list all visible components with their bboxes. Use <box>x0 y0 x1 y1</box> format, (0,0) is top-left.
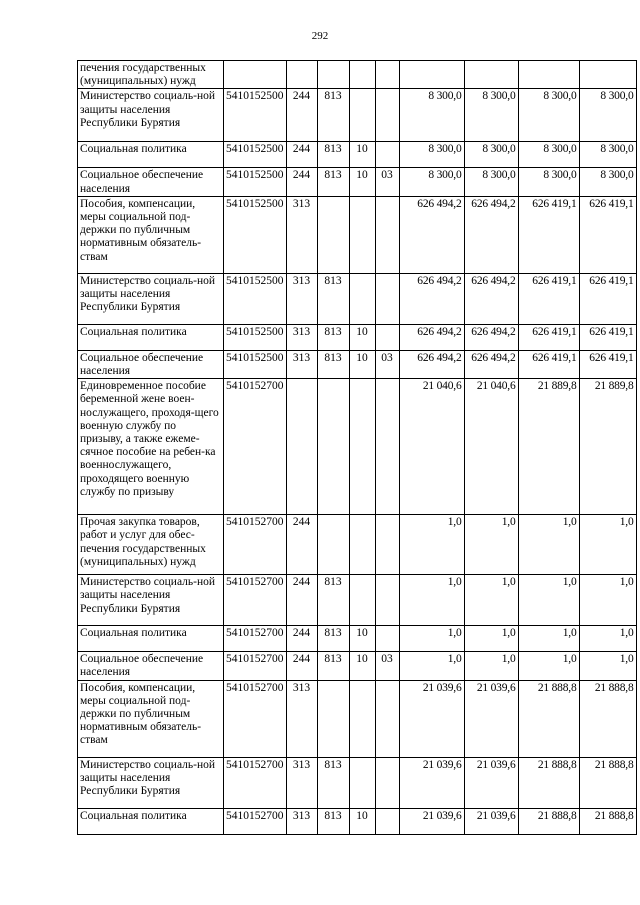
row-name-cell: Социальное обеспечение населения <box>78 652 224 680</box>
row-name-cell: Министерство социаль-ной защиты населения Республики Бурятия <box>78 575 224 626</box>
section-cell: 10 <box>349 350 375 378</box>
ministry-code-cell: 813 <box>317 626 349 652</box>
amount-cell-4: 626 419,1 <box>579 324 636 350</box>
table-row <box>78 168 637 196</box>
amount-cell-1: 626 494,2 <box>399 273 464 324</box>
section-cell <box>349 515 375 575</box>
ministry-code-cell <box>317 680 349 757</box>
ministry-code-cell: 813 <box>317 575 349 626</box>
row-name-cell: Министерство социаль-ной защиты населения Республики Бурятия <box>78 89 224 142</box>
subsection-cell: 03 <box>375 652 399 680</box>
amount-cell-3: 21 888,8 <box>518 757 579 808</box>
amount-cell-1: 8 300,0 <box>399 168 464 196</box>
amount-cell-2: 8 300,0 <box>464 142 518 168</box>
ministry-code-cell: 813 <box>317 273 349 324</box>
amount-cell-3: 1,0 <box>518 626 579 652</box>
row-name-cell: Социальная политика <box>78 142 224 168</box>
expense-type-cell: 244 <box>286 89 317 142</box>
expense-type-cell: 244 <box>286 515 317 575</box>
expense-type-cell <box>286 61 317 89</box>
subsection-cell <box>375 680 399 757</box>
section-cell: 10 <box>349 324 375 350</box>
target-code-cell: 5410152700 <box>224 808 287 834</box>
section-cell <box>349 575 375 626</box>
amount-cell-3: 626 419,1 <box>518 350 579 378</box>
amount-cell-4: 1,0 <box>579 652 636 680</box>
ministry-code-cell: 813 <box>317 652 349 680</box>
table-row <box>78 626 637 652</box>
expense-type-cell <box>286 379 317 515</box>
table-row <box>78 89 637 142</box>
subsection-cell <box>375 324 399 350</box>
amount-cell-2: 626 494,2 <box>464 196 518 273</box>
amount-cell-1: 21 039,6 <box>399 680 464 757</box>
amount-cell-2: 21 039,6 <box>464 680 518 757</box>
ministry-code-cell <box>317 196 349 273</box>
target-code-cell: 5410152500 <box>224 196 287 273</box>
subsection-cell <box>375 575 399 626</box>
expense-type-cell: 313 <box>286 196 317 273</box>
target-code-cell: 5410152500 <box>224 350 287 378</box>
amount-cell-2: 626 494,2 <box>464 324 518 350</box>
target-code-cell: 5410152500 <box>224 142 287 168</box>
amount-cell-1: 8 300,0 <box>399 89 464 142</box>
ministry-code-cell: 813 <box>317 324 349 350</box>
amount-cell-1: 1,0 <box>399 652 464 680</box>
amount-cell-2: 21 040,6 <box>464 379 518 515</box>
section-cell <box>349 273 375 324</box>
section-cell <box>349 61 375 89</box>
expense-type-cell: 313 <box>286 808 317 834</box>
subsection-cell <box>375 61 399 89</box>
amount-cell-1: 8 300,0 <box>399 142 464 168</box>
amount-cell-1: 21 039,6 <box>399 757 464 808</box>
section-cell: 10 <box>349 808 375 834</box>
row-name-cell: Социальное обеспечение населения <box>78 168 224 196</box>
subsection-cell <box>375 379 399 515</box>
target-code-cell: 5410152700 <box>224 626 287 652</box>
expense-type-cell: 313 <box>286 757 317 808</box>
ministry-code-cell: 813 <box>317 168 349 196</box>
target-code-cell: 5410152700 <box>224 757 287 808</box>
section-cell <box>349 196 375 273</box>
amount-cell-1: 626 494,2 <box>399 196 464 273</box>
ministry-code-cell: 813 <box>317 89 349 142</box>
amount-cell-3: 8 300,0 <box>518 89 579 142</box>
amount-cell-3: 8 300,0 <box>518 142 579 168</box>
subsection-cell: 03 <box>375 350 399 378</box>
target-code-cell: 5410152500 <box>224 89 287 142</box>
table-row <box>78 273 637 324</box>
expense-type-cell: 313 <box>286 680 317 757</box>
amount-cell-3: 626 419,1 <box>518 273 579 324</box>
amount-cell-2: 1,0 <box>464 652 518 680</box>
amount-cell-4: 8 300,0 <box>579 142 636 168</box>
expense-type-cell: 313 <box>286 273 317 324</box>
target-code-cell: 5410152700 <box>224 379 287 515</box>
table-row <box>78 61 637 89</box>
section-cell <box>349 89 375 142</box>
amount-cell-2: 21 039,6 <box>464 757 518 808</box>
amount-cell-3: 21 888,8 <box>518 808 579 834</box>
ministry-code-cell: 813 <box>317 142 349 168</box>
amount-cell-2: 1,0 <box>464 626 518 652</box>
amount-cell-2: 21 039,6 <box>464 808 518 834</box>
amount-cell-2: 1,0 <box>464 575 518 626</box>
row-name-cell: Министерство социаль-ной защиты населения Республики Бурятия <box>78 757 224 808</box>
amount-cell-2: 626 494,2 <box>464 273 518 324</box>
row-name-cell: Пособия, компенсации, меры социальной под-держки по публичным нормативным обязатель-ствам <box>78 196 224 273</box>
amount-cell-4: 1,0 <box>579 575 636 626</box>
table-row <box>78 680 637 757</box>
table-row <box>78 757 637 808</box>
ministry-code-cell <box>317 515 349 575</box>
amount-cell-3: 626 419,1 <box>518 324 579 350</box>
target-code-cell: 5410152500 <box>224 168 287 196</box>
expense-type-cell: 313 <box>286 324 317 350</box>
amount-cell-4: 21 888,8 <box>579 680 636 757</box>
amount-cell-3: 21 888,8 <box>518 680 579 757</box>
amount-cell-4: 21 888,8 <box>579 757 636 808</box>
table-row <box>78 324 637 350</box>
page-number: 292 <box>311 30 329 42</box>
table-body <box>78 61 637 835</box>
amount-cell-1: 626 494,2 <box>399 350 464 378</box>
ministry-code-cell <box>317 61 349 89</box>
target-code-cell: 5410152700 <box>224 680 287 757</box>
amount-cell-4: 1,0 <box>579 626 636 652</box>
table-row <box>78 142 637 168</box>
row-name-cell: Социальная политика <box>78 626 224 652</box>
section-cell: 10 <box>349 626 375 652</box>
expense-type-cell: 244 <box>286 575 317 626</box>
section-cell: 10 <box>349 652 375 680</box>
amount-cell-3: 21 889,8 <box>518 379 579 515</box>
table-row <box>78 575 637 626</box>
target-code-cell: 5410152700 <box>224 515 287 575</box>
expense-type-cell: 244 <box>286 168 317 196</box>
amount-cell-4: 21 889,8 <box>579 379 636 515</box>
amount-cell-4: 21 888,8 <box>579 808 636 834</box>
target-code-cell: 5410152700 <box>224 575 287 626</box>
amount-cell-1 <box>399 61 464 89</box>
ministry-code-cell: 813 <box>317 808 349 834</box>
target-code-cell: 5410152500 <box>224 324 287 350</box>
amount-cell-4: 1,0 <box>579 515 636 575</box>
row-name-cell: Единовременное пособие беременной жене воен-нослужащего, проходя-щего военную службу по призыву, а также ежеме-сячное пособие на ребен-ка военнослужащего, проходящего военную службу по призыву <box>78 379 224 515</box>
expense-type-cell: 244 <box>286 626 317 652</box>
target-code-cell <box>224 61 287 89</box>
amount-cell-2: 8 300,0 <box>464 168 518 196</box>
section-cell: 10 <box>349 168 375 196</box>
row-name-cell: Министерство социаль-ной защиты населения Республики Бурятия <box>78 273 224 324</box>
amount-cell-4: 626 419,1 <box>579 350 636 378</box>
amount-cell-1: 21 040,6 <box>399 379 464 515</box>
table-row <box>78 196 637 273</box>
amount-cell-3: 1,0 <box>518 652 579 680</box>
amount-cell-2: 1,0 <box>464 515 518 575</box>
amount-cell-2 <box>464 61 518 89</box>
amount-cell-1: 626 494,2 <box>399 324 464 350</box>
subsection-cell <box>375 757 399 808</box>
ministry-code-cell <box>317 379 349 515</box>
expense-type-cell: 313 <box>286 350 317 378</box>
row-name-cell: Социальное обеспечение населения <box>78 350 224 378</box>
amount-cell-4 <box>579 61 636 89</box>
row-name-cell: Прочая закупка товаров, работ и услуг для обес-печения государственных (муниципальных) нужд <box>78 515 224 575</box>
subsection-cell <box>375 515 399 575</box>
table-row <box>78 652 637 680</box>
amount-cell-1: 1,0 <box>399 626 464 652</box>
amount-cell-1: 21 039,6 <box>399 808 464 834</box>
row-name-cell: Пособия, компенсации, меры социальной под-держки по публичным нормативным обязатель-ствам <box>78 680 224 757</box>
amount-cell-3: 626 419,1 <box>518 196 579 273</box>
subsection-cell <box>375 196 399 273</box>
row-name-cell: Социальная политика <box>78 324 224 350</box>
amount-cell-4: 8 300,0 <box>579 168 636 196</box>
ministry-code-cell: 813 <box>317 350 349 378</box>
row-name-cell: печения государственных (муниципальных) нужд <box>78 61 224 89</box>
amount-cell-1: 1,0 <box>399 515 464 575</box>
amount-cell-3: 8 300,0 <box>518 168 579 196</box>
subsection-cell: 03 <box>375 168 399 196</box>
amount-cell-3: 1,0 <box>518 515 579 575</box>
subsection-cell <box>375 626 399 652</box>
amount-cell-4: 626 419,1 <box>579 273 636 324</box>
section-cell: 10 <box>349 142 375 168</box>
subsection-cell <box>375 89 399 142</box>
expense-type-cell: 244 <box>286 652 317 680</box>
expense-type-cell: 244 <box>286 142 317 168</box>
subsection-cell <box>375 808 399 834</box>
table-row <box>78 350 637 378</box>
amount-cell-3 <box>518 61 579 89</box>
section-cell <box>349 757 375 808</box>
target-code-cell: 5410152500 <box>224 273 287 324</box>
amount-cell-1: 1,0 <box>399 575 464 626</box>
amount-cell-4: 626 419,1 <box>579 196 636 273</box>
table-row <box>78 379 637 515</box>
budget-table <box>77 60 637 835</box>
table-row <box>78 808 637 834</box>
table-row <box>78 515 637 575</box>
amount-cell-2: 8 300,0 <box>464 89 518 142</box>
amount-cell-4: 8 300,0 <box>579 89 636 142</box>
target-code-cell: 5410152700 <box>224 652 287 680</box>
section-cell <box>349 680 375 757</box>
subsection-cell <box>375 142 399 168</box>
amount-cell-3: 1,0 <box>518 575 579 626</box>
ministry-code-cell: 813 <box>317 757 349 808</box>
row-name-cell: Социальная политика <box>78 808 224 834</box>
section-cell <box>349 379 375 515</box>
amount-cell-2: 626 494,2 <box>464 350 518 378</box>
subsection-cell <box>375 273 399 324</box>
